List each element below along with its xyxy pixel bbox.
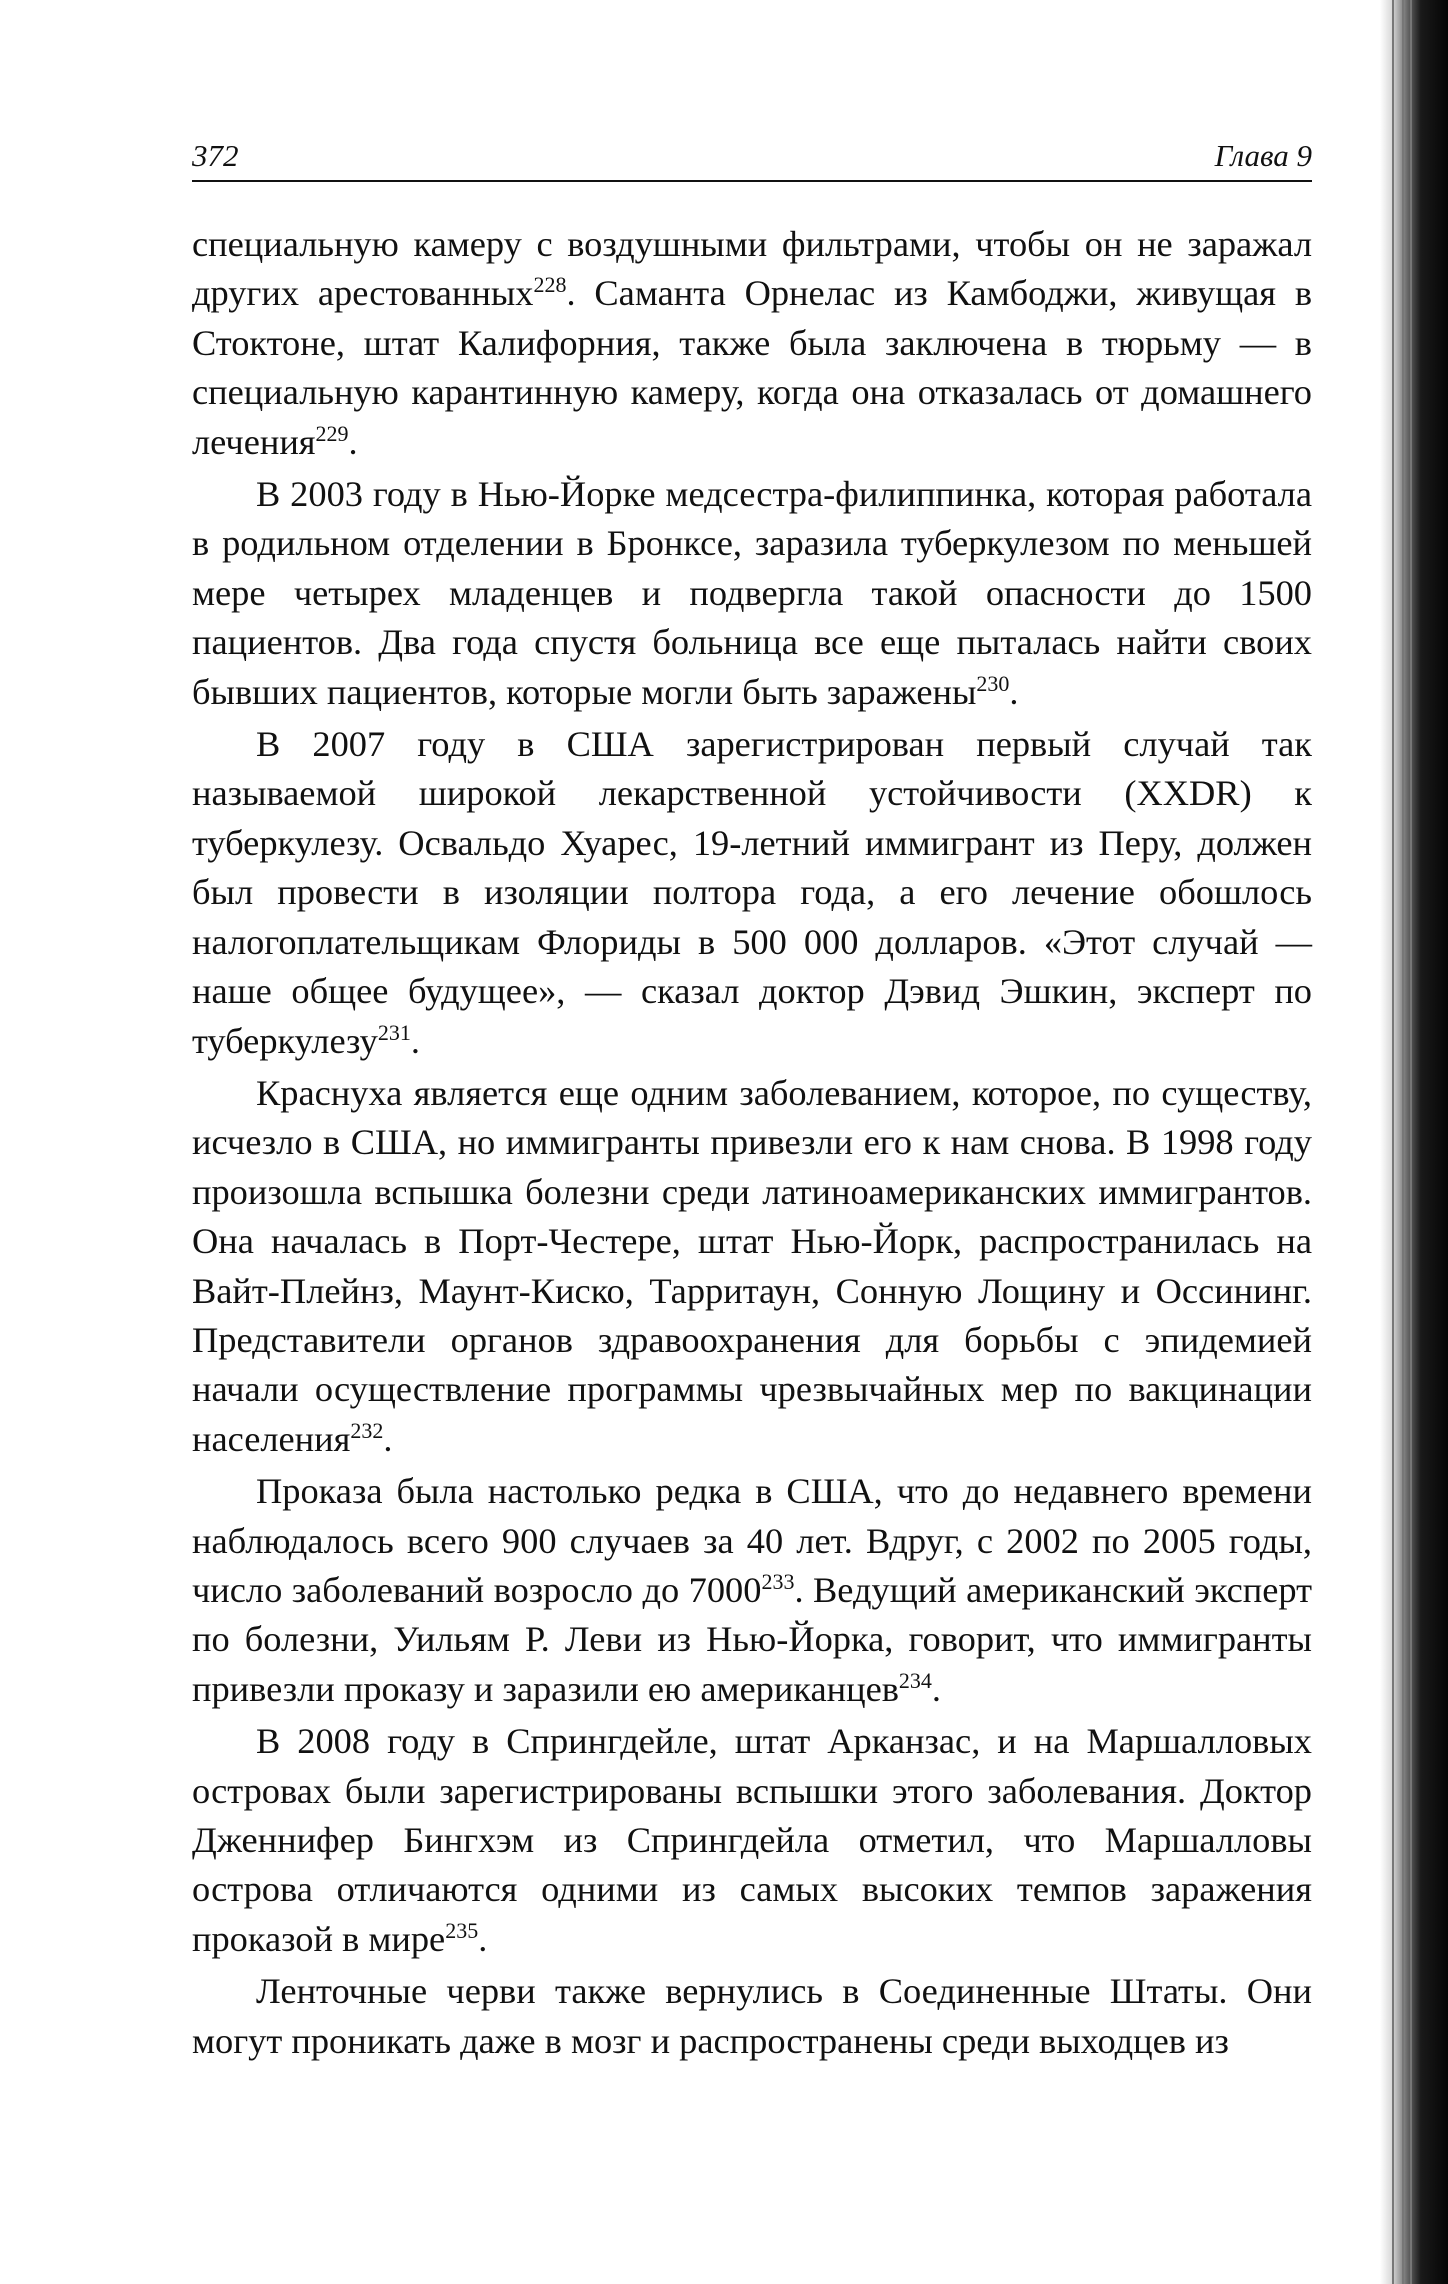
- text-run: Ленточные черви также вернулись в Соединенные Штаты. Они могут проникать даже в мозг и распространены среди выходцев из: [192, 1971, 1312, 2061]
- text-run: Краснуха является еще одним заболеванием, которое, по существу, исчезло в США, но иммигранты привезли его к нам снова. В 1998 году произошла вспышка болезни среди латиноамериканских иммигрантов. Она началась в Порт-Честере, штат Нью-Йорк, распространилась на Вайт-Плейнз, Маунт-Киско, Тарритаун, Сонную Лощину и Оссининг. Представители органов здравоохранения для борьбы с эпидемией начали осуществление программы чрезвычайных мер по вакцинации населения: [192, 1072, 1312, 1459]
- running-head: Глава 9: [1214, 138, 1312, 173]
- footnote-ref: 228: [533, 272, 567, 298]
- footnote-ref: 230: [976, 670, 1010, 696]
- footnote-ref: 232: [350, 1417, 384, 1443]
- paragraph: [192, 220, 1312, 467]
- text-run: .: [348, 421, 358, 462]
- paragraph: [192, 720, 1312, 1066]
- page-header: [192, 134, 1312, 182]
- text-run: Проказа была настолько редка в США, что до недавнего времени наблюдалось всего 900 случаев за 40 лет. Вдруг, с 2002 по 2005 годы, число заболеваний возросло до 7000: [192, 1471, 1312, 1610]
- text-run: специальную камеру с воздушными фильтрами, чтобы он не заражал других арестованных: [192, 224, 1312, 314]
- text-run: .: [1009, 671, 1019, 712]
- text-run: В 2008 году в Спрингдейле, штат Арканзас, и на Маршалловых островах были зарегистрированы вспышки этого заболевания. Доктор Дженнифер Бингхэм из Спрингдейла отметил, что Маршалловы острова отличаются одними из самых высоких темпов заражения проказой в мире: [192, 1721, 1312, 1959]
- paragraph: [192, 1467, 1312, 1714]
- paragraph: [192, 1069, 1312, 1464]
- text-run: В 2003 году в Нью-Йорке медсестра-филиппинка, которая работала в родильном отделении в Бронксе, заразила туберкулезом по меньшей мере четырех младенцев и подвергла такой опасности до 1500 пациентов. Два года спустя больница все еще пыталась найти своих бывших пациентов, которые могли быть заражены: [192, 474, 1312, 712]
- scan-edge-line: [1392, 0, 1394, 2284]
- text-run: . Саманта Орнелас из Камбоджи, живущая в Стоктоне, штат Калифорния, также была заключена в тюрьму — в специальную карантинную камеру, когда она отказалась от домашнего лечения: [192, 273, 1313, 462]
- text-run: .: [383, 1418, 393, 1459]
- footnote-ref: 234: [898, 1667, 932, 1693]
- body-text: [192, 220, 1312, 2069]
- scan-shadow-edge: [1380, 0, 1448, 2284]
- text-run: .: [410, 1020, 420, 1061]
- scan-edge-line: [1410, 0, 1412, 2284]
- paragraph: [192, 1967, 1312, 2066]
- paragraph: [192, 1717, 1312, 1964]
- text-run: .: [931, 1668, 942, 1709]
- text-run: В 2007 году в США зарегистрирован первый случай так называемой широкой лекарственной устойчивости (XXDR) к туберкулезу. Освальдо Хуарес, 19-летний иммигрант из Перу, должен был провести в изоляции полтора года, а его лечение обошлось налогоплательщикам Флориды в 500 000 долларов. «Этот случай — наше общее будущее», — сказал доктор Дэвид Эшкин, эксперт по туберкулезу: [192, 724, 1312, 1061]
- page-number: 372: [192, 138, 239, 173]
- footnote-ref: 235: [445, 1917, 479, 1943]
- text-run: .: [478, 1918, 488, 1959]
- footnote-ref: 229: [315, 420, 349, 446]
- text-run: . Ведущий американский эксперт по болезни, Уильям Р. Леви из Нью-Йорка, говорит, что иммигранты привезли проказу и заразили ею американцев: [192, 1569, 1312, 1709]
- paragraph: [192, 470, 1312, 717]
- scan-edge-line: [1402, 0, 1404, 2284]
- footnote-ref: 233: [761, 1568, 795, 1594]
- footnote-ref: 231: [377, 1019, 411, 1045]
